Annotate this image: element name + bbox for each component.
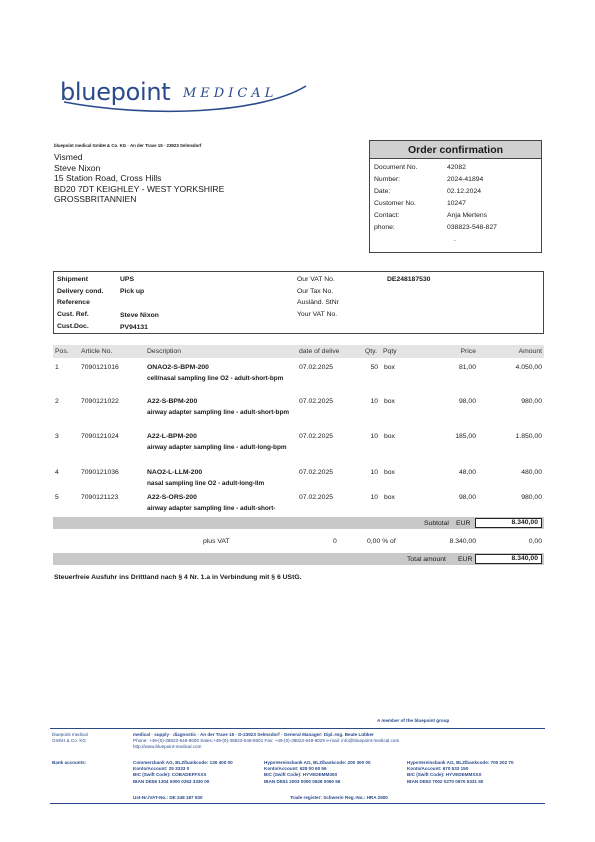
row-unit: box	[384, 469, 395, 476]
bank-line: Konto/Account: 670 533 150	[407, 766, 469, 772]
number-value: 2024-41894	[447, 176, 484, 183]
row-pos: 2	[55, 398, 59, 405]
row-description: airway adapter sampling line - adult-short-bpm	[147, 409, 290, 416]
row-qty: 10	[370, 433, 378, 440]
row-description: airway adapter sampling line - adult-long-bpm	[147, 444, 287, 451]
row-pos: 1	[55, 364, 59, 371]
row-qty: 10	[370, 398, 378, 405]
row-amount: 980,00	[521, 398, 542, 405]
bank-line: BIC (Swift Code): HYVEDEMM300	[264, 772, 337, 778]
total-currency: EUR	[458, 556, 473, 563]
recipient-line: GROSSBRITANNIEN	[54, 194, 137, 205]
cust-doc-value: PV94131	[120, 324, 148, 331]
phone-value: 038823-548-827	[447, 224, 497, 231]
logo-medical: MEDICAL	[183, 86, 278, 101]
footer-divider	[50, 728, 545, 729]
doc-no-value: 42082	[447, 164, 466, 171]
footer-company-line: GmbH & Co. KG	[52, 738, 86, 744]
recipient-line: 15 Station Road, Cross Hills	[54, 173, 162, 184]
vat-code: 0	[333, 538, 337, 545]
row-price: 48,00	[458, 469, 476, 476]
bank-line: BIC (Swift Code): COBADEFFXXX	[133, 772, 207, 778]
col-amount: Amount	[518, 348, 542, 355]
total-label: Total amount	[407, 556, 446, 563]
row-pos: 5	[55, 494, 59, 501]
bank-line: BIC (Swift Code): HYVEDEMMXXX	[407, 772, 482, 778]
your-vat-label: Your VAT No.	[297, 311, 338, 318]
delivery-cond-label: Delivery cond.	[57, 288, 104, 295]
row-qty: 10	[370, 469, 378, 476]
bank-line: IBAN DE52 7002 0270 0670 5331 50	[407, 778, 484, 784]
bank-line: Konto/Account: 25 3333 0	[133, 766, 190, 772]
phone-label: phone:	[374, 224, 395, 231]
foreign-tax-label: Ausländ. StNr	[297, 299, 339, 306]
row-date: 07.02.2025	[299, 494, 334, 501]
contact-value: Anja Mertens	[447, 212, 488, 219]
col-qty: Qty.	[365, 348, 377, 355]
delivery-cond-value: Pick up	[120, 288, 145, 295]
footer-bottom-divider	[50, 803, 545, 804]
bank-line: Konto/Account: 628 00 60 56	[264, 766, 327, 772]
group-membership: A member of the bluepoint group	[377, 718, 450, 723]
row-date: 07.02.2025	[299, 433, 334, 440]
row-product-code: NAO2-L-LLM-200	[147, 469, 203, 476]
row-product-code: ONAO2-S-BPM-200	[147, 364, 209, 371]
tax-exemption-note: Steuerfreie Ausfuhr ins Drittland nach § 4 Nr. 1.a in Verbindung mit § 6 UStG.	[54, 574, 302, 581]
cust-doc-label: Cust.Doc.	[57, 323, 89, 330]
footer-trade-register: Trade register: Schwerin Reg.-No.: HRA 2500	[290, 795, 388, 800]
customer-no-value: 10247	[447, 200, 466, 207]
footer-website[interactable]: http://www.bluepoint-medical.com	[133, 744, 202, 750]
shipping-info-box	[53, 271, 544, 334]
row-qty: 10	[370, 494, 378, 501]
vat-rate: 0,00 % of	[367, 538, 396, 545]
order-confirmation-title: Order confirmation	[370, 141, 541, 159]
subtotal-value: 8.340,00	[475, 518, 542, 528]
row-price: 98,00	[458, 398, 476, 405]
row-date: 07.02.2025	[299, 364, 334, 371]
bank-account-2	[264, 760, 371, 785]
our-tax-label: Our Tax No.	[297, 288, 334, 295]
row-date: 07.02.2025	[299, 469, 334, 476]
row-amount: 1.850,00	[515, 433, 542, 440]
total-value: 8.340,00	[475, 554, 542, 564]
row-price: 98,00	[458, 494, 476, 501]
vat-amount: 0,00	[528, 538, 542, 545]
row-product-code: A22-S-BPM-200	[147, 398, 198, 405]
row-article: 7090121016	[81, 364, 119, 371]
bank-accounts-label: Bank accounts:	[52, 760, 87, 765]
row-pos: 4	[55, 469, 59, 476]
col-article: Article No.	[81, 348, 113, 355]
footer-company-line: bluepoint medical	[52, 732, 88, 737]
reference-label: Reference	[57, 299, 90, 306]
row-article: 7090121036	[81, 469, 119, 476]
row-price: 81,00	[458, 364, 476, 371]
recipient-line: Steve Nixon	[54, 162, 101, 173]
shipment-value: UPS	[120, 276, 134, 283]
col-unit: Pqty	[383, 348, 397, 355]
bank-line: HypoVereinsbank AG, BLZ/bankcode: 700 202 70	[407, 760, 514, 765]
row-pos: 3	[55, 433, 59, 440]
vat-label: plus VAT	[203, 538, 230, 545]
row-qty: 50	[370, 364, 378, 371]
logo-wordmark: bluepoint	[60, 78, 171, 106]
doc-no-label: Document No.	[374, 164, 418, 171]
row-unit: box	[384, 433, 395, 440]
footer-company	[52, 732, 88, 744]
row-unit: box	[384, 494, 395, 501]
dot-mark: .	[454, 236, 456, 243]
bank-account-1	[133, 760, 233, 785]
vat-base: 8.340,00	[449, 538, 476, 545]
contact-label: Contact:	[374, 212, 400, 219]
bank-line: HypoVereinsbank AG, BLZ/bankcode: 200 300 00	[264, 760, 371, 765]
sender-line: bluepoint medical GmbH & Co. KG · An der Trave 15 · 23923 Selmsdorf	[54, 143, 202, 148]
row-description: nasal sampling line O2 - adult-long-llm	[147, 480, 265, 487]
row-product-code: A22-L-BPM-200	[147, 433, 197, 440]
row-amount: 480,00	[521, 469, 542, 476]
company-logo	[60, 62, 360, 122]
customer-no-label: Customer No.	[374, 200, 416, 207]
col-description: Description	[147, 348, 181, 355]
subtotal-label: Subtotal	[424, 520, 449, 527]
row-article: 7090121024	[81, 433, 119, 440]
order-confirmation-box	[369, 140, 542, 253]
recipient-address	[54, 152, 224, 205]
bank-line: IBAN DE51 2003 0000 0628 0060 56	[264, 778, 341, 784]
bank-line: Commerzbank AG, BLZ/bankcode: 130 400 00	[133, 760, 233, 765]
shipment-label: Shipment	[57, 276, 88, 283]
date-value: 02.12.2024	[447, 188, 482, 195]
footer-vat-no: Ust-Nr./VAT-No.: DE 248 187 530	[133, 795, 203, 800]
col-price: Price	[460, 348, 476, 355]
cust-ref-label: Cust. Ref.	[57, 311, 89, 318]
row-product-code: A22-S-ORS-200	[147, 494, 197, 501]
footer-address: medical · supply · diagnostic · An der Trave 15 · D-23923 Selmsdorf · General Manager: Dipl.-Ing. Beate Lübker	[133, 732, 374, 737]
row-article: 7090121022	[81, 398, 119, 405]
our-vat-label: Our VAT No.	[297, 276, 335, 283]
our-vat-value: DE248187530	[387, 276, 431, 283]
row-unit: box	[384, 364, 395, 371]
row-description: airway adapter sampling line - adult-short-	[147, 505, 276, 512]
footer-contact	[133, 732, 399, 751]
cust-ref-value: Steve Nixon	[120, 312, 159, 319]
row-unit: box	[384, 398, 395, 405]
footer-phone: Phone: +49-(0)-38823-548-8000 Sales:+49-(0)-38823-548-8001 Fax: +49-(0)-38823-548-8029 e-mail: info@bluepoint-medical.com	[133, 738, 400, 744]
col-pos: Pos.	[55, 348, 69, 355]
recipient-line: BD20 7DT KEIGHLEY - WEST YORKSHIRE	[54, 183, 225, 194]
row-amount: 4.050,00	[515, 364, 542, 371]
row-price: 185,00	[455, 433, 476, 440]
row-date: 07.02.2025	[299, 398, 334, 405]
number-label: Number:	[374, 176, 401, 183]
recipient-line: Vismed	[54, 152, 83, 162]
col-delivery-date: date of delive	[299, 348, 340, 355]
bank-line: IBAN DE56 1304 0000 0253 3330 00	[133, 778, 210, 784]
bank-account-3	[407, 760, 514, 785]
date-label: Date:	[374, 188, 391, 195]
row-article: 7090121123	[81, 494, 119, 501]
row-description: cell/nasal sampling line O2 - adult-short-bpm	[147, 375, 284, 382]
subtotal-currency: EUR	[456, 520, 471, 527]
row-amount: 980,00	[521, 494, 542, 501]
